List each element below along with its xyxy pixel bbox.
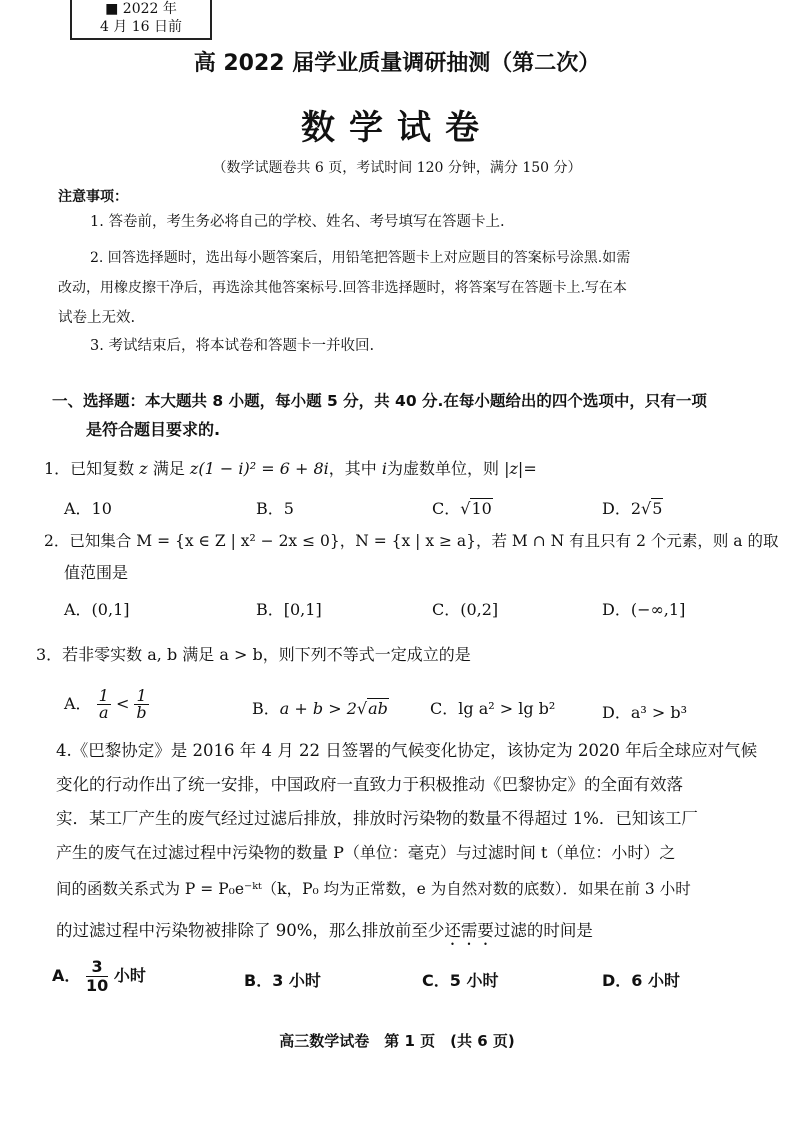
question-4-line-6: 的过滤过程中污染物被排除了 90%，那么排放前至少还需要过滤的时间是 <box>56 921 593 940</box>
question-4-line-3: 实．某工厂产生的废气经过过滤后排放，排放时污染物的数量不得超过 1%．已知该工厂 <box>56 809 698 828</box>
q4-option-a: A． $\frac{3}{10}$ 小时 <box>52 957 146 995</box>
q2-option-d: D．(−∞,1] <box>602 600 686 619</box>
q1-pre: 1．已知复数 <box>44 459 135 478</box>
notes-heading: 注意事项： <box>58 189 128 205</box>
exam-info: （数学试题卷共 6 页，考试时间 120 分钟，满分 150 分） <box>212 160 582 176</box>
q1-post: ，其中 <box>328 459 377 478</box>
q1-c-radicand: 10 <box>471 499 492 518</box>
q1-mid: 满足 <box>152 459 185 478</box>
q1-abs: |z|= <box>504 459 537 478</box>
q3-option-b: B．a + b > 2√ab <box>252 699 388 718</box>
stamp-line-1: ■ 2022 年 <box>105 1 177 17</box>
note-2-line-3: 试卷上无效. <box>58 310 136 326</box>
note-3: 3. 考试结束后，将本试卷和答题卡一并收回. <box>90 338 375 354</box>
note-1: 1. 答卷前，考生务必将自己的学校、姓名、考号填写在答题卡上. <box>90 214 505 230</box>
question-2: 2．已知集合 M = {x ∈ Z | x² − 2x ≤ 0}，N = {x | x ≥ a}，若 M ∩ N 有且只有 2 个元素，则 a 的取 <box>44 532 779 550</box>
q4-option-d: D．6 小时 <box>602 971 680 990</box>
question-4-line-1: 4.《巴黎协定》是 2016 年 4 月 22 日签署的气候变化协定，该协定为 2020 年后全球应对气候 <box>56 741 758 760</box>
q1-option-d: D．2√5 <box>602 499 663 518</box>
q3-b-radicand: ab <box>368 699 388 718</box>
question-4-line-5: 间的函数关系式为 P = P₀e⁻ᵏᵗ（k，P₀ 均为正常数，e 为自然对数的底数）．如果在前 3 小时 <box>56 880 691 898</box>
question-4-line-4: 产生的废气在过滤过程中污染物的数量 P（单位：毫克）与过滤时间 t（单位：小时）之 <box>56 843 676 862</box>
q4-option-b: B．3 小时 <box>244 971 321 990</box>
q3-option-d: D．a³ > b³ <box>602 703 688 722</box>
q2-option-c: C．(0,2] <box>432 600 499 619</box>
q3-option-c: C．lg a² > lg b² <box>430 699 556 718</box>
section-1-heading: 一、选择题：本大题共 8 小题，每小题 5 分，共 40 分.在每小题给出的四个选项中，只有一项 <box>52 392 707 410</box>
q2-option-a: A．(0,1] <box>64 600 130 619</box>
question-3: 3．若非零实数 a, b 满足 a > b，则下列不等式一定成立的是 <box>36 645 471 664</box>
exam-subject-title: 数学试卷 <box>301 108 493 148</box>
q1-z: z <box>139 459 148 478</box>
q1-equation: z(1 − i)² = 6 + 8i <box>189 459 329 478</box>
stamp-line-2: 4 月 16 日前 <box>99 19 183 35</box>
note-2-line-2: 改动，用橡皮擦干净后，再选涂其他答案标号.回答非选择题时，将答案写在答题卡上.写在本 <box>58 280 627 296</box>
q1-option-a: A．10 <box>64 499 112 518</box>
page-footer: 高三数学试卷 第 1 页 (共 6 页) <box>279 1032 515 1050</box>
q3-option-a: A． $\frac{1}{a}$ < $\frac{1}{b}$ <box>64 686 147 722</box>
q2-option-b: B．[0,1] <box>256 600 322 619</box>
question-4-line-2: 变化的行动作出了统一安排，中国政府一直致力于积极推动《巴黎协定》的全面有效落 <box>56 775 683 794</box>
q1-d-radicand: 5 <box>652 499 663 518</box>
note-2-line-1: 2. 回答选择题时，选出每小题答案后，用铅笔把答题卡上对应题目的答案标号涂黑.如需 <box>90 250 631 266</box>
emphasis-text: 还需要 <box>444 921 494 940</box>
q4-option-c: C．5 小时 <box>422 971 499 990</box>
q1-i: i <box>381 459 387 478</box>
q1-option-c: C．√10 <box>432 499 492 518</box>
exam-title: 高 2022 届学业质量调研抽测（第二次） <box>193 51 601 76</box>
section-1-heading-cont: 是符合题目要求的. <box>86 420 221 439</box>
date-stamp <box>70 0 212 40</box>
q1-post2: 为虚数单位，则 <box>387 459 500 478</box>
question-2-cont: 值范围是 <box>64 563 129 582</box>
question-1 <box>44 454 537 484</box>
q1-option-b: B．5 <box>256 499 294 518</box>
